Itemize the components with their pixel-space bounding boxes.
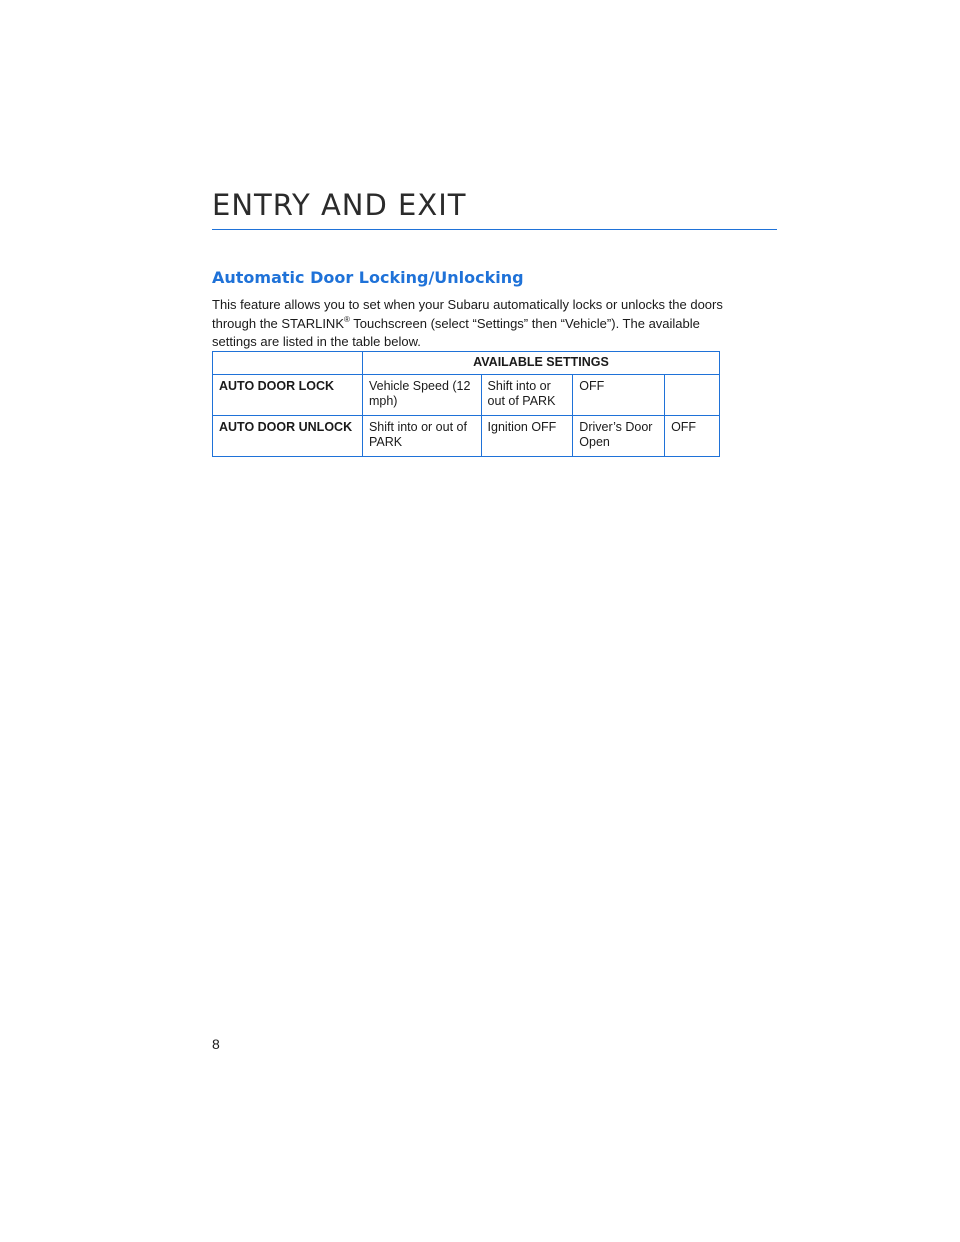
row-label-auto-door-unlock: AUTO DOOR UNLOCK (213, 416, 363, 457)
settings-table (212, 351, 720, 457)
table-cell: Driver’s Door Open (573, 416, 665, 457)
intro-text-part1: This feature allows you to set when your Subaru automatically locks or unlocks the doors through the STARLINK (212, 297, 723, 331)
table-header-available-settings: AVAILABLE SETTINGS (362, 352, 719, 375)
table-header-empty-cell (213, 352, 363, 375)
section-title: ENTRY AND EXIT (212, 188, 467, 222)
table-cell: Vehicle Speed (12 mph) (362, 375, 481, 416)
title-divider (212, 229, 777, 230)
table-row-auto-door-lock (213, 375, 720, 416)
table-row-auto-door-unlock (213, 416, 720, 457)
row-label-auto-door-lock: AUTO DOOR LOCK (213, 375, 363, 416)
table-cell: OFF (665, 416, 720, 457)
table-cell: Shift into or out of PARK (362, 416, 481, 457)
page-number: 8 (212, 1036, 220, 1052)
table-header-row (213, 352, 720, 375)
article-heading: Automatic Door Locking/Unlocking (212, 268, 524, 287)
table-cell: Ignition OFF (481, 416, 573, 457)
table-cell: Shift into or out of PARK (481, 375, 573, 416)
registered-mark: ® (344, 314, 350, 324)
intro-text-part2: Touchscreen (select “Settings” then “Vehicle”). The available settings are listed in the table below. (212, 315, 700, 349)
intro-paragraph (212, 296, 732, 352)
table-cell (665, 375, 720, 416)
table-cell: OFF (573, 375, 665, 416)
